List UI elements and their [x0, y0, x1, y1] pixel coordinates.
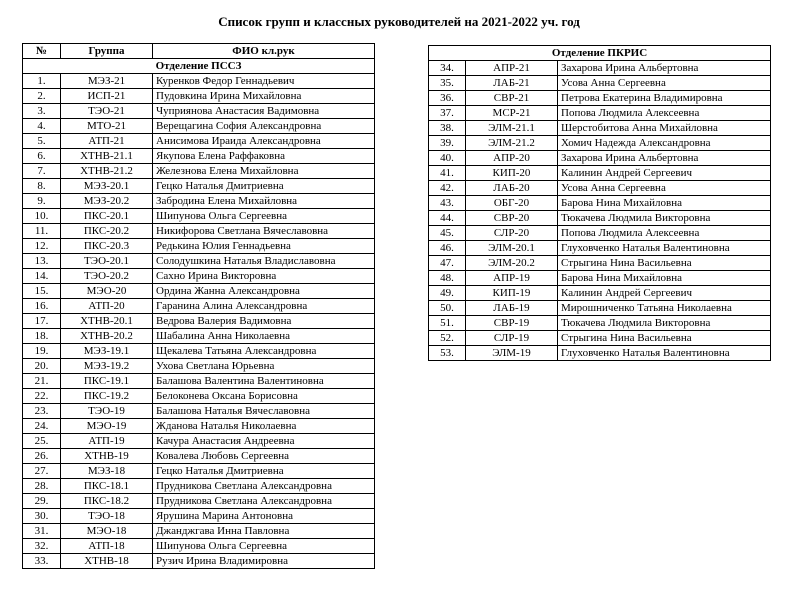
row-number: 29.	[23, 494, 61, 509]
group-code: АТП-20	[61, 299, 153, 314]
table-row	[23, 494, 375, 509]
teacher-name: Барова Нина Михайловна	[558, 196, 771, 211]
row-number: 18.	[23, 329, 61, 344]
table-row	[23, 389, 375, 404]
group-code: ТЭО-20.2	[61, 269, 153, 284]
table-row	[429, 286, 771, 301]
group-code: ПКС-20.3	[61, 239, 153, 254]
teacher-name: Шабалина Анна Николаевна	[153, 329, 375, 344]
teacher-name: Мирошниченко Татьяна Николаевна	[558, 301, 771, 316]
row-number: 49.	[429, 286, 466, 301]
table-row	[429, 91, 771, 106]
row-number: 24.	[23, 419, 61, 434]
table-pkris	[428, 45, 771, 361]
group-code: ТЭО-18	[61, 509, 153, 524]
teacher-name: Ухова Светлана Юрьевна	[153, 359, 375, 374]
group-code: ЛАБ-21	[466, 76, 558, 91]
table-row	[23, 524, 375, 539]
row-number: 53.	[429, 346, 466, 361]
teacher-name: Ордина Жанна Александровна	[153, 284, 375, 299]
row-number: 6.	[23, 149, 61, 164]
row-number: 31.	[23, 524, 61, 539]
row-number: 44.	[429, 211, 466, 226]
group-code: АПР-19	[466, 271, 558, 286]
group-code: ХТНВ-19	[61, 449, 153, 464]
table-row	[429, 136, 771, 151]
row-number: 47.	[429, 256, 466, 271]
table-row	[23, 329, 375, 344]
teacher-name: Захарова Ирина Альбертовна	[558, 151, 771, 166]
teacher-name: Якупова Елена Раффаковна	[153, 149, 375, 164]
section-row	[23, 59, 375, 74]
row-number: 11.	[23, 224, 61, 239]
section-title-pkris: Отделение ПКРИС	[429, 46, 771, 61]
table-row	[429, 301, 771, 316]
teacher-name: Белоконева Оксана Борисовна	[153, 389, 375, 404]
table-row	[23, 479, 375, 494]
group-code: АПР-20	[466, 151, 558, 166]
group-code: ЭЛМ-19	[466, 346, 558, 361]
table-row	[23, 464, 375, 479]
group-code: МЭЗ-19.1	[61, 344, 153, 359]
group-code: ЭЛМ-21.1	[466, 121, 558, 136]
table-header-row	[23, 44, 375, 59]
row-number: 36.	[429, 91, 466, 106]
teacher-name: Никифорова Светлана Вячеславовна	[153, 224, 375, 239]
teacher-name: Чуприянова Анастасия Вадимовна	[153, 104, 375, 119]
group-code: АТП-18	[61, 539, 153, 554]
table-row	[23, 164, 375, 179]
section-title-pssz: Отделение ПССЗ	[23, 59, 375, 74]
table-row	[429, 226, 771, 241]
teacher-name: Балашова Валентина Валентиновна	[153, 374, 375, 389]
table-pssz	[22, 43, 375, 569]
group-code: АПР-21	[466, 61, 558, 76]
table-row	[23, 284, 375, 299]
group-code: ХТНВ-20.1	[61, 314, 153, 329]
group-code: ХТНВ-18	[61, 554, 153, 569]
header-group: Группа	[61, 44, 153, 59]
group-code: АТП-21	[61, 134, 153, 149]
row-number: 16.	[23, 299, 61, 314]
row-number: 10.	[23, 209, 61, 224]
group-code: ХТНВ-21.1	[61, 149, 153, 164]
group-code: ПКС-19.1	[61, 374, 153, 389]
row-number: 12.	[23, 239, 61, 254]
group-code: МЭО-19	[61, 419, 153, 434]
table-row	[429, 256, 771, 271]
row-number: 39.	[429, 136, 466, 151]
table-row	[429, 196, 771, 211]
table-row	[23, 509, 375, 524]
teacher-name: Хомич Надежда Александровна	[558, 136, 771, 151]
table-row	[23, 254, 375, 269]
group-code: ПКС-20.2	[61, 224, 153, 239]
teacher-name: Калинин Андрей Сергеевич	[558, 166, 771, 181]
group-code: ЭЛМ-20.2	[466, 256, 558, 271]
group-code: ПКС-19.2	[61, 389, 153, 404]
group-code: МЭЗ-18	[61, 464, 153, 479]
teacher-name: Качура Анастасия Андреевна	[153, 434, 375, 449]
group-code: ОБГ-20	[466, 196, 558, 211]
row-number: 35.	[429, 76, 466, 91]
row-number: 4.	[23, 119, 61, 134]
table-row	[429, 211, 771, 226]
row-number: 26.	[23, 449, 61, 464]
row-number: 37.	[429, 106, 466, 121]
teacher-name: Гецко Наталья Дмитриевна	[153, 464, 375, 479]
row-number: 42.	[429, 181, 466, 196]
row-number: 20.	[23, 359, 61, 374]
table-row	[429, 316, 771, 331]
teacher-name: Щекалева Татьяна Александровна	[153, 344, 375, 359]
teacher-name: Тюкачева Людмила Викторовна	[558, 211, 771, 226]
teacher-name: Пудовкина Ирина Михайловна	[153, 89, 375, 104]
table-row	[23, 539, 375, 554]
table-row	[429, 346, 771, 361]
row-number: 34.	[429, 61, 466, 76]
teacher-name: Калинин Андрей Сергеевич	[558, 286, 771, 301]
group-code: ТЭО-19	[61, 404, 153, 419]
table-row	[23, 149, 375, 164]
teacher-name: Балашова Наталья Вячеславовна	[153, 404, 375, 419]
table-row	[23, 374, 375, 389]
teacher-name: Джанджгава Инна Павловна	[153, 524, 375, 539]
group-code: ЛАБ-20	[466, 181, 558, 196]
table-row	[23, 404, 375, 419]
table-row	[23, 314, 375, 329]
table-row	[429, 271, 771, 286]
teacher-name: Прудникова Светлана Александровна	[153, 494, 375, 509]
teacher-name: Шипунова Ольга Сергеевна	[153, 539, 375, 554]
row-number: 2.	[23, 89, 61, 104]
row-number: 33.	[23, 554, 61, 569]
table-row	[23, 449, 375, 464]
row-number: 46.	[429, 241, 466, 256]
table-row	[429, 241, 771, 256]
teacher-name: Ярушина Марина Антоновна	[153, 509, 375, 524]
table-row	[23, 179, 375, 194]
teacher-name: Ведрова Валерия Вадимовна	[153, 314, 375, 329]
table-row	[429, 121, 771, 136]
teacher-name: Шипунова Ольга Сергеевна	[153, 209, 375, 224]
group-code: МЭЗ-20.2	[61, 194, 153, 209]
row-number: 41.	[429, 166, 466, 181]
table-row	[23, 194, 375, 209]
row-number: 25.	[23, 434, 61, 449]
table-row	[429, 106, 771, 121]
teacher-name: Забродина Елена Михайловна	[153, 194, 375, 209]
header-num: №	[23, 44, 61, 59]
teacher-name: Захарова Ирина Альбертовна	[558, 61, 771, 76]
group-code: ХТНВ-20.2	[61, 329, 153, 344]
table-row	[429, 181, 771, 196]
teacher-name: Усова Анна Сергеевна	[558, 181, 771, 196]
table-row	[429, 166, 771, 181]
row-number: 50.	[429, 301, 466, 316]
table-row	[23, 344, 375, 359]
teacher-name: Усова Анна Сергеевна	[558, 76, 771, 91]
table-row	[23, 209, 375, 224]
row-number: 17.	[23, 314, 61, 329]
teacher-name: Шерстобитова Анна Михайловна	[558, 121, 771, 136]
teacher-name: Петрова Екатерина Владимировна	[558, 91, 771, 106]
row-number: 30.	[23, 509, 61, 524]
teacher-name: Ковалева Любовь Сергеевна	[153, 449, 375, 464]
teacher-name: Тюкачева Людмила Викторовна	[558, 316, 771, 331]
row-number: 43.	[429, 196, 466, 211]
group-code: СЛР-19	[466, 331, 558, 346]
table-row	[429, 151, 771, 166]
teacher-name: Стрыгина Нина Васильевна	[558, 331, 771, 346]
table-row	[23, 434, 375, 449]
table-row	[23, 269, 375, 284]
teacher-name: Железнова Елена Михайловна	[153, 164, 375, 179]
group-code: ТЭО-21	[61, 104, 153, 119]
teacher-name: Попова Людмила Алексеевна	[558, 106, 771, 121]
row-number: 40.	[429, 151, 466, 166]
row-number: 19.	[23, 344, 61, 359]
group-code: ИСП-21	[61, 89, 153, 104]
row-number: 51.	[429, 316, 466, 331]
teacher-name: Гаранина Алина Александровна	[153, 299, 375, 314]
table-row	[429, 76, 771, 91]
group-code: СВР-21	[466, 91, 558, 106]
teacher-name: Глуховченко Наталья Валентиновна	[558, 346, 771, 361]
group-code: ПКС-20.1	[61, 209, 153, 224]
section-row	[429, 46, 771, 61]
group-code: МТО-21	[61, 119, 153, 134]
table-row	[23, 419, 375, 434]
row-number: 9.	[23, 194, 61, 209]
teacher-name: Глуховченко Наталья Валентиновна	[558, 241, 771, 256]
group-code: МЭО-20	[61, 284, 153, 299]
row-number: 15.	[23, 284, 61, 299]
table-row	[23, 224, 375, 239]
group-code: ЭЛМ-21.2	[466, 136, 558, 151]
row-number: 28.	[23, 479, 61, 494]
teacher-name: Прудникова Светлана Александровна	[153, 479, 375, 494]
row-number: 7.	[23, 164, 61, 179]
teacher-name: Попова Людмила Алексеевна	[558, 226, 771, 241]
group-code: КИП-20	[466, 166, 558, 181]
group-code: СВР-20	[466, 211, 558, 226]
row-number: 27.	[23, 464, 61, 479]
teacher-name: Стрыгина Нина Васильевна	[558, 256, 771, 271]
row-number: 8.	[23, 179, 61, 194]
table-row	[23, 89, 375, 104]
row-number: 21.	[23, 374, 61, 389]
group-code: АТП-19	[61, 434, 153, 449]
header-fio: ФИО кл.рук	[153, 44, 375, 59]
row-number: 13.	[23, 254, 61, 269]
group-code: МЭЗ-21	[61, 74, 153, 89]
table-row	[23, 74, 375, 89]
table-row	[23, 134, 375, 149]
group-code: МСР-21	[466, 106, 558, 121]
group-code: СВР-19	[466, 316, 558, 331]
group-code: ХТНВ-21.2	[61, 164, 153, 179]
table-row	[23, 554, 375, 569]
row-number: 3.	[23, 104, 61, 119]
group-code: МЭЗ-19.2	[61, 359, 153, 374]
teacher-name: Рузич Ирина Владимировна	[153, 554, 375, 569]
teacher-name: Анисимова Ираида Александровна	[153, 134, 375, 149]
teacher-name: Верещагина София Александровна	[153, 119, 375, 134]
group-code: ПКС-18.2	[61, 494, 153, 509]
group-code: МЭО-18	[61, 524, 153, 539]
teacher-name: Барова Нина Михайловна	[558, 271, 771, 286]
row-number: 1.	[23, 74, 61, 89]
row-number: 5.	[23, 134, 61, 149]
row-number: 45.	[429, 226, 466, 241]
teacher-name: Жданова Наталья Николаевна	[153, 419, 375, 434]
table-row	[23, 359, 375, 374]
table-row	[23, 239, 375, 254]
row-number: 32.	[23, 539, 61, 554]
table-row	[23, 104, 375, 119]
document-title: Список групп и классных руководителей на 2021-2022 уч. год	[218, 14, 580, 29]
group-code: СЛР-20	[466, 226, 558, 241]
table-row	[429, 61, 771, 76]
teacher-name: Редькина Юлия Геннадьевна	[153, 239, 375, 254]
teacher-name: Сахно Ирина Викторовна	[153, 269, 375, 284]
group-code: МЭЗ-20.1	[61, 179, 153, 194]
group-code: ЛАБ-19	[466, 301, 558, 316]
row-number: 48.	[429, 271, 466, 286]
row-number: 22.	[23, 389, 61, 404]
row-number: 52.	[429, 331, 466, 346]
table-row	[429, 331, 771, 346]
table-body-pssz	[23, 74, 375, 569]
teacher-name: Солодушкина Наталья Владиславовна	[153, 254, 375, 269]
group-code: ТЭО-20.1	[61, 254, 153, 269]
row-number: 14.	[23, 269, 61, 284]
group-code: ЭЛМ-20.1	[466, 241, 558, 256]
table-row	[23, 119, 375, 134]
row-number: 38.	[429, 121, 466, 136]
row-number: 23.	[23, 404, 61, 419]
teacher-name: Гецко Наталья Дмитриевна	[153, 179, 375, 194]
group-code: ПКС-18.1	[61, 479, 153, 494]
table-body-pkris	[429, 61, 771, 361]
group-code: КИП-19	[466, 286, 558, 301]
table-row	[23, 299, 375, 314]
teacher-name: Куренков Федор Геннадьевич	[153, 74, 375, 89]
